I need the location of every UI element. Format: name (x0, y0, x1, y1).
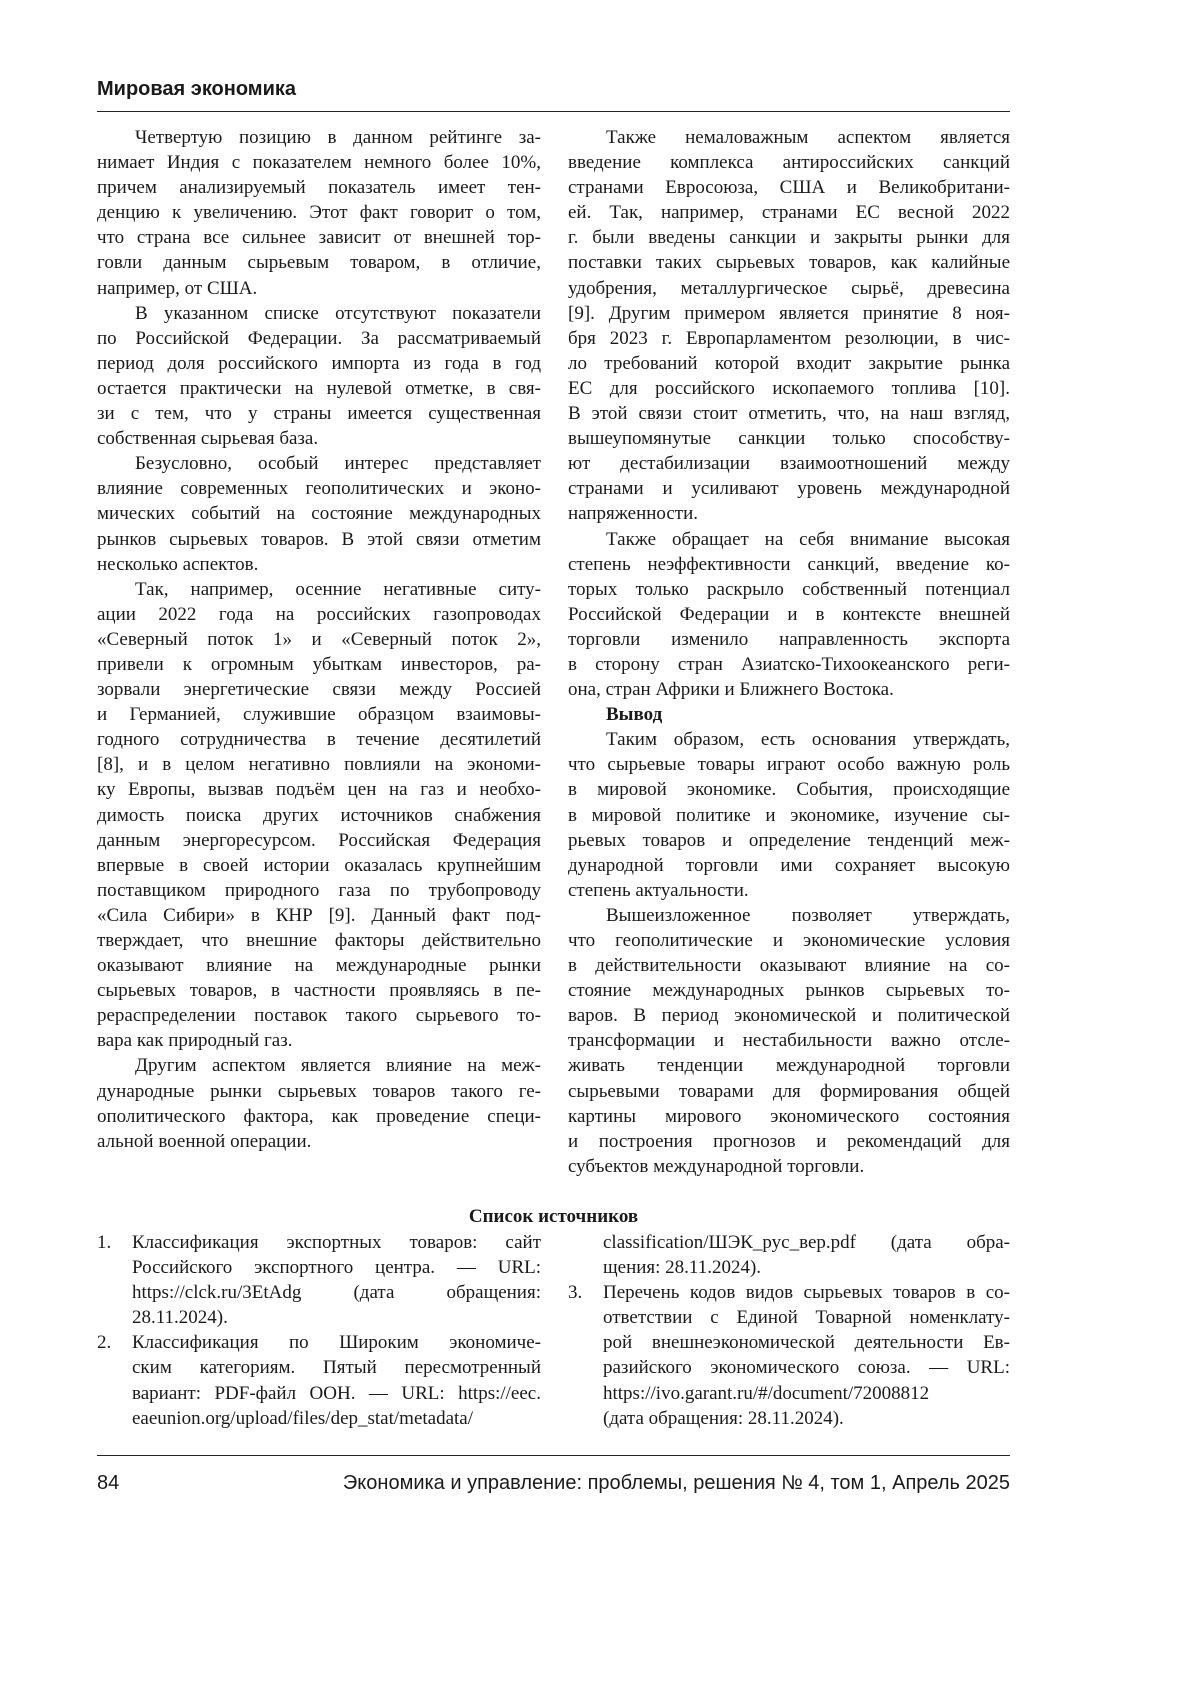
reference-line: (дата обращения: 28.11.2024). (603, 1406, 1010, 1431)
text-line: ло требований которой входит закрытие рынка (568, 351, 1010, 376)
text-line: зорвали энергетические связи между Россией (97, 677, 541, 702)
text-line: несколько аспектов. (97, 552, 541, 577)
text-line: стояние международных рынков сырьевых то- (568, 978, 1010, 1003)
references-right (568, 1230, 1010, 1431)
reference-line: Российского экспортного центра. — URL: (132, 1255, 541, 1280)
text-line: Также немаловажным аспектом является (568, 125, 1010, 150)
text-line: В этой связи стоит отметить, что, на наш взгляд, (568, 401, 1010, 426)
references-title: Список источников (97, 1206, 1010, 1228)
text-line: денцию к увеличению. Этот факт говорит о том, (97, 200, 541, 225)
reference-line: разийского экономического союза. — URL: (603, 1355, 1010, 1380)
reference-line: вариант: PDF-файл ООН. — URL: https://eec. (132, 1381, 541, 1406)
paragraph (97, 301, 541, 452)
reference-item (568, 1230, 1010, 1280)
reference-item (97, 1230, 541, 1330)
text-line: Вышеизложенное позволяет утверждать, (568, 903, 1010, 928)
text-line: степень актуальности. (568, 878, 1010, 903)
reference-item (568, 1280, 1010, 1431)
text-line: картины мирового экономического состояния (568, 1104, 1010, 1129)
text-line: нимает Индия с показателем немного более 10%, (97, 150, 541, 175)
reference-line: 28.11.2024). (132, 1305, 541, 1330)
text-line: степень неэффективности санкций, введение ко- (568, 552, 1010, 577)
text-line: мических событий на состояние международных (97, 501, 541, 526)
reference-line: ответствии с Единой Товарной номенклату- (603, 1305, 1010, 1330)
text-line: период доля российского импорта из года в год (97, 351, 541, 376)
section-heading (568, 702, 1010, 727)
reference-line: ским категориям. Пятый пересмотренный (132, 1355, 541, 1380)
paragraph (568, 527, 1010, 703)
text-line: оказывают влияние на международные рынки (97, 953, 541, 978)
text-line: дународной торговли ими сохраняет высокую (568, 853, 1010, 878)
text-line: напряженности. (568, 501, 1010, 526)
text-line: субъектов международной торговли. (568, 1154, 1010, 1179)
text-line: вара как природный газ. (97, 1028, 541, 1053)
paragraph (97, 577, 541, 1054)
text-line: рераспределении поставок такого сырьевого то- (97, 1003, 541, 1028)
paragraph (97, 125, 541, 301)
reference-number: 2. (97, 1330, 111, 1355)
text-line: Вывод (568, 702, 1010, 727)
left-text-column (97, 125, 541, 1154)
text-line: поставщиком природного газа по трубопроводу (97, 878, 541, 903)
text-line: ку Европы, вызвав подъём цен на газ и необхо- (97, 777, 541, 802)
text-line: и построения прогнозов и рекомендаций для (568, 1129, 1010, 1154)
text-line: удобрения, металлургическое сырьё, древесина (568, 276, 1010, 301)
text-line: торговли изменило направленность экспорта (568, 627, 1010, 652)
text-line: введение комплекса антироссийских санкций (568, 150, 1010, 175)
text-line: сырьевых товаров, в частности проявляясь в пе- (97, 978, 541, 1003)
text-line: сырьевыми товарами для формирования общей (568, 1079, 1010, 1104)
text-line: причем анализируемый показатель имеет тен- (97, 175, 541, 200)
header-divider (97, 111, 1010, 112)
text-line: трансформации и нестабильности важно отсле- (568, 1028, 1010, 1053)
text-line: привели к огромным убыткам инвесторов, ра- (97, 652, 541, 677)
text-line: [8], и в целом негативно повлияли на экономи- (97, 752, 541, 777)
text-line: альной военной операции. (97, 1129, 541, 1154)
text-line: она, стран Африки и Ближнего Востока. (568, 677, 1010, 702)
text-line: рьевых товаров и определение тенденций меж- (568, 828, 1010, 853)
text-line: зи с тем, что у страны имеется существенная (97, 401, 541, 426)
text-line: что сырьевые товары играют особо важную роль (568, 752, 1010, 777)
text-line: живать тенденции международной торговли (568, 1053, 1010, 1078)
text-line: странами и усиливают уровень международной (568, 476, 1010, 501)
text-line: вышеупомянутые санкции только способству- (568, 426, 1010, 451)
text-line: тверждает, что внешние факторы действительно (97, 928, 541, 953)
reference-line: https://clck.ru/3EtAdg (дата обращения: (132, 1280, 541, 1305)
text-line: бря 2023 г. Европарламентом резолюции, в чис- (568, 326, 1010, 351)
paragraph (97, 451, 541, 576)
text-line: г. были введены санкции и закрыты рынки для (568, 225, 1010, 250)
text-line: впервые в своей истории оказалась крупнейшим (97, 853, 541, 878)
text-line: и Германией, служившие образцом взаимовы- (97, 702, 541, 727)
text-line: В указанном списке отсутствуют показатели (97, 301, 541, 326)
text-line: варов. В период экономической и политической (568, 1003, 1010, 1028)
footer-divider (97, 1455, 1010, 1456)
text-line: ЕС для российского ископаемого топлива [10]. (568, 376, 1010, 401)
text-line: что геополитические и экономические условия (568, 928, 1010, 953)
text-line: ют дестабилизации взаимоотношений между (568, 451, 1010, 476)
reference-line: рой внешнеэкономической деятельности Ев- (603, 1330, 1010, 1355)
journal-title: Экономика и управление: проблемы, решения № 4, том 1, Апрель 2025 (343, 1472, 1010, 1495)
text-line: ации 2022 года на российских газопроводах (97, 602, 541, 627)
text-line: ополитического фактора, как проведение специ- (97, 1104, 541, 1129)
text-line: например, от США. (97, 276, 541, 301)
paragraph (568, 727, 1010, 903)
reference-line: https://ivo.garant.ru/#/document/72008812 (603, 1381, 1010, 1406)
text-line: димость поиска других источников снабжения (97, 803, 541, 828)
reference-item (97, 1330, 541, 1430)
text-line: «Сила Сибири» в КНР [9]. Данный факт под- (97, 903, 541, 928)
text-line: [9]. Другим примером является принятие 8 ноя- (568, 301, 1010, 326)
section-header: Мировая экономика (97, 78, 296, 101)
reference-line: classification/ШЭК_рус_вер.pdf (дата обра- (603, 1230, 1010, 1255)
paragraph (568, 125, 1010, 527)
text-line: в мировой экономике. События, происходящие (568, 777, 1010, 802)
text-line: Российской Федерации и в контексте внешней (568, 602, 1010, 627)
reference-line: щения: 28.11.2024). (603, 1255, 1010, 1280)
references-left (97, 1230, 541, 1431)
reference-line: Перечень кодов видов сырьевых товаров в со- (603, 1280, 1010, 1305)
right-text-column (568, 125, 1010, 1179)
text-line: дународные рынки сырьевых товаров такого ге- (97, 1079, 541, 1104)
text-line: Безусловно, особый интерес представляет (97, 451, 541, 476)
text-line: по Российской Федерации. За рассматриваемый (97, 326, 541, 351)
text-line: собственная сырьевая база. (97, 426, 541, 451)
text-line: Также обращает на себя внимание высокая (568, 527, 1010, 552)
text-line: в действительности оказывают влияние на со- (568, 953, 1010, 978)
text-line: Четвертую позицию в данном рейтинге за- (97, 125, 541, 150)
reference-number: 3. (568, 1280, 582, 1305)
text-line: ей. Так, например, странами ЕС весной 2022 (568, 200, 1010, 225)
text-line: данным энергоресурсом. Российская Федерация (97, 828, 541, 853)
text-line: влияние современных геополитических и эконо- (97, 476, 541, 501)
text-line: что страна все сильнее зависит от внешней тор- (97, 225, 541, 250)
text-line: «Северный поток 1» и «Северный поток 2», (97, 627, 541, 652)
text-line: говли данным сырьевым товаром, в отличие, (97, 250, 541, 275)
text-line: Так, например, осенние негативные ситу- (97, 577, 541, 602)
text-line: в сторону стран Азиатско-Тихоокеанского реги- (568, 652, 1010, 677)
text-line: в мировой политике и экономике, изучение сы- (568, 803, 1010, 828)
reference-number: 1. (97, 1230, 111, 1255)
reference-line: eaeunion.org/upload/files/dep_stat/metadata/ (132, 1406, 541, 1431)
reference-line: Классификация экспортных товаров: сайт (132, 1230, 541, 1255)
reference-line: Классификация по Широким экономиче- (132, 1330, 541, 1355)
text-line: странами Евросоюза, США и Великобритани- (568, 175, 1010, 200)
text-line: Таким образом, есть основания утверждать, (568, 727, 1010, 752)
text-line: поставки таких сырьевых товаров, как калийные (568, 250, 1010, 275)
paragraph (97, 1053, 541, 1153)
text-line: торых только раскрыло собственный потенциал (568, 577, 1010, 602)
text-line: рынков сырьевых товаров. В этой связи отметим (97, 527, 541, 552)
paragraph (568, 903, 1010, 1179)
text-line: годного сотрудничества в течение десятилетий (97, 727, 541, 752)
page-number: 84 (97, 1472, 119, 1495)
text-line: остается практически на нулевой отметке, в свя- (97, 376, 541, 401)
text-line: Другим аспектом является влияние на меж- (97, 1053, 541, 1078)
